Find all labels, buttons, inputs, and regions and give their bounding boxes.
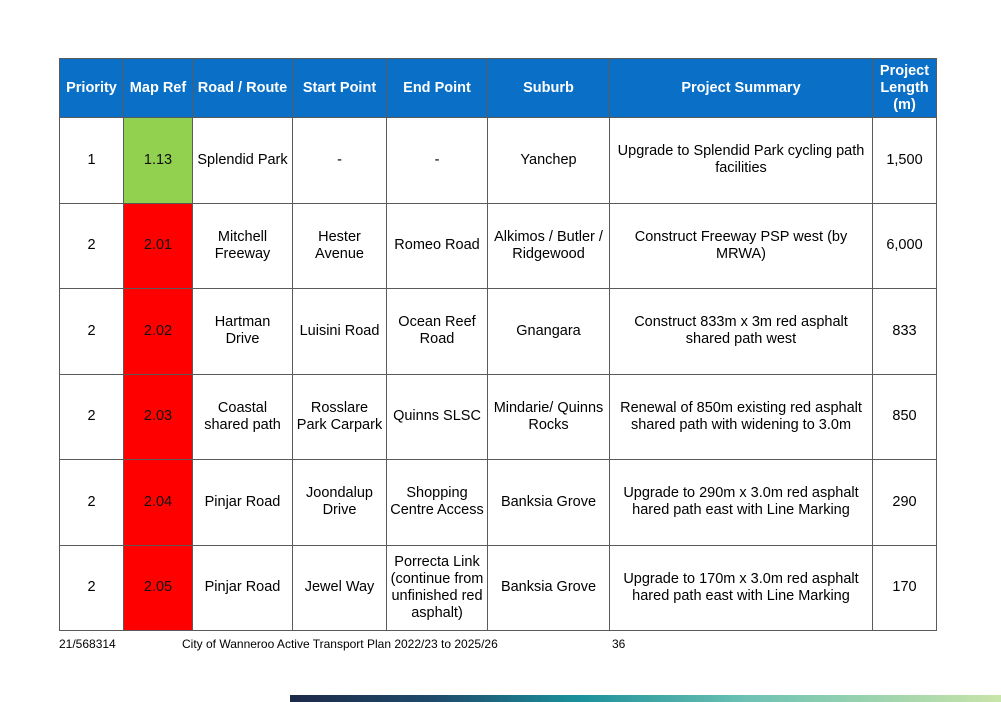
- cell-map-ref: 2.05: [124, 545, 193, 631]
- cell-end-point: Porrecta Link (continue from unfinished red asphalt): [387, 545, 488, 631]
- cell-end-point: Romeo Road: [387, 203, 488, 289]
- cell-suburb: Banksia Grove: [488, 545, 610, 631]
- cell-start-point: Rosslare Park Carpark: [293, 374, 387, 460]
- cell-end-point: -: [387, 118, 488, 204]
- table-row: [60, 203, 937, 289]
- footer-decorative-stripe: [290, 695, 1001, 702]
- table-row: [60, 118, 937, 204]
- cell-map-ref: 2.01: [124, 203, 193, 289]
- cell-suburb: Gnangara: [488, 289, 610, 375]
- header-map-ref: Map Ref: [124, 59, 193, 118]
- cell-road: Hartman Drive: [193, 289, 293, 375]
- project-table: [59, 58, 937, 631]
- cell-road: Coastal shared path: [193, 374, 293, 460]
- cell-end-point: Ocean Reef Road: [387, 289, 488, 375]
- table-row: [60, 460, 937, 546]
- header-road-route: Road / Route: [193, 59, 293, 118]
- cell-start-point: Luisini Road: [293, 289, 387, 375]
- cell-summary: Construct 833m x 3m red asphalt shared path west: [610, 289, 873, 375]
- header-project-length: Project Length (m): [873, 59, 937, 118]
- cell-start-point: -: [293, 118, 387, 204]
- cell-length: 850: [873, 374, 937, 460]
- header-suburb: Suburb: [488, 59, 610, 118]
- cell-map-ref: 2.02: [124, 289, 193, 375]
- cell-priority: 2: [60, 289, 124, 375]
- footer-doc-id: 21/568314: [59, 637, 116, 651]
- cell-suburb: Yanchep: [488, 118, 610, 204]
- cell-end-point: Shopping Centre Access: [387, 460, 488, 546]
- header-start-point: Start Point: [293, 59, 387, 118]
- cell-length: 1,500: [873, 118, 937, 204]
- header-priority: Priority: [60, 59, 124, 118]
- header-end-point: End Point: [387, 59, 488, 118]
- cell-summary: Upgrade to 290m x 3.0m red asphalt hared path east with Line Marking: [610, 460, 873, 546]
- cell-map-ref: 2.03: [124, 374, 193, 460]
- cell-suburb: Mindarie/ Quinns Rocks: [488, 374, 610, 460]
- cell-map-ref: 2.04: [124, 460, 193, 546]
- cell-length: 290: [873, 460, 937, 546]
- cell-start-point: Hester Avenue: [293, 203, 387, 289]
- table-header-row: [60, 59, 937, 118]
- cell-length: 833: [873, 289, 937, 375]
- cell-priority: 1: [60, 118, 124, 204]
- cell-road: Splendid Park: [193, 118, 293, 204]
- cell-road: Pinjar Road: [193, 460, 293, 546]
- cell-priority: 2: [60, 374, 124, 460]
- header-project-summary: Project Summary: [610, 59, 873, 118]
- cell-length: 170: [873, 545, 937, 631]
- cell-suburb: Banksia Grove: [488, 460, 610, 546]
- cell-length: 6,000: [873, 203, 937, 289]
- cell-road: Mitchell Freeway: [193, 203, 293, 289]
- table-row: [60, 545, 937, 631]
- cell-suburb: Alkimos / Butler / Ridgewood: [488, 203, 610, 289]
- footer-title: City of Wanneroo Active Transport Plan 2022/23 to 2025/26: [182, 637, 498, 651]
- table-row: [60, 374, 937, 460]
- footer-page-number: 36: [612, 637, 626, 651]
- cell-summary: Renewal of 850m existing red asphalt shared path with widening to 3.0m: [610, 374, 873, 460]
- cell-summary: Upgrade to Splendid Park cycling path facilities: [610, 118, 873, 204]
- cell-summary: Upgrade to 170m x 3.0m red asphalt hared path east with Line Marking: [610, 545, 873, 631]
- cell-start-point: Joondalup Drive: [293, 460, 387, 546]
- cell-road: Pinjar Road: [193, 545, 293, 631]
- table-row: [60, 289, 937, 375]
- cell-summary: Construct Freeway PSP west (by MRWA): [610, 203, 873, 289]
- cell-priority: 2: [60, 460, 124, 546]
- cell-map-ref: 1.13: [124, 118, 193, 204]
- cell-end-point: Quinns SLSC: [387, 374, 488, 460]
- cell-priority: 2: [60, 545, 124, 631]
- cell-start-point: Jewel Way: [293, 545, 387, 631]
- cell-priority: 2: [60, 203, 124, 289]
